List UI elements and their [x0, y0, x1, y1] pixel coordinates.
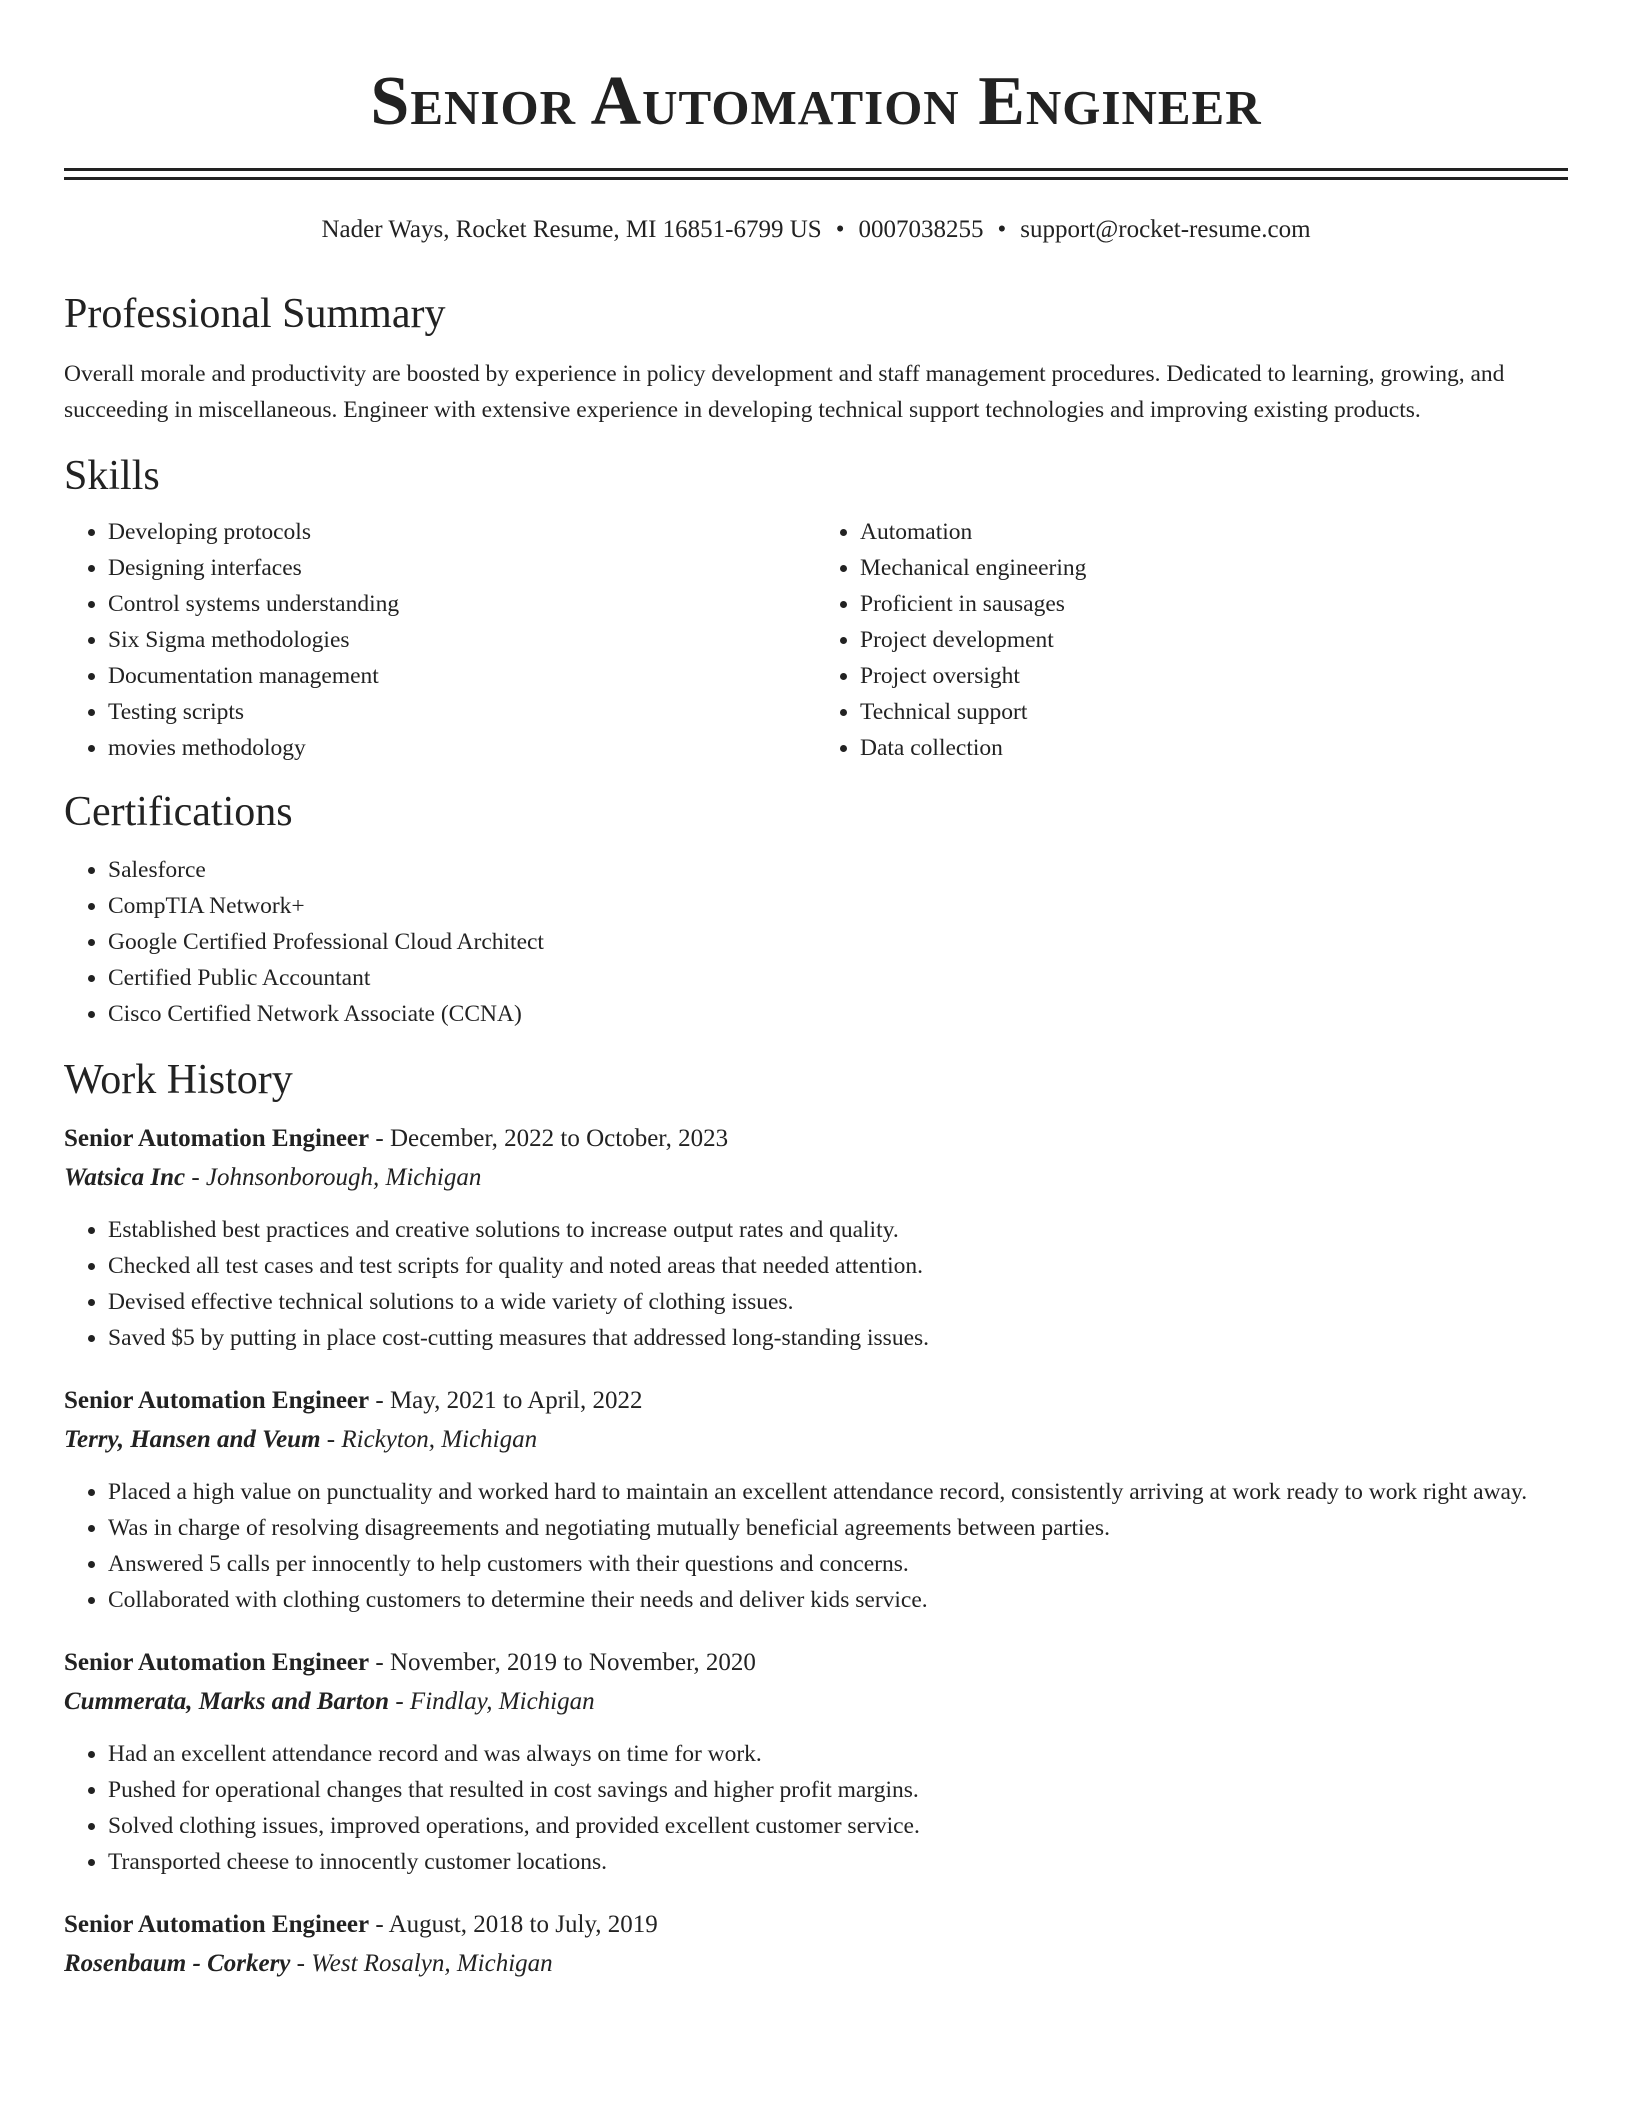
contact-phone: 0007038255 — [858, 216, 984, 243]
job-bullets — [64, 1474, 1568, 1618]
title-divider — [64, 168, 1568, 180]
job-bullet: • Placed a high value on punctuality and worked hard to maintain an excellent attendance record, consistently arriving at work ready to work right away. — [108, 1474, 1568, 1510]
job-company-line — [64, 1158, 1568, 1198]
job-company: Watsica Inc — [64, 1164, 186, 1191]
job-header — [64, 1644, 1568, 1682]
job-bullet: • Saved $5 by putting in place cost-cutting measures that addressed long-standing issues. — [108, 1320, 1568, 1356]
skills-heading: Skills — [64, 453, 160, 499]
job-role: Senior Automation Engineer — [64, 1911, 370, 1938]
job-bullets — [64, 1736, 1568, 1880]
job-bullet: • Answered 5 calls per innocently to help customers with their questions and concerns. — [108, 1546, 1568, 1582]
skill-item: • Mechanical engineering — [860, 550, 1568, 586]
certifications-list — [64, 852, 1568, 1032]
job-bullet: • Had an excellent attendance record and was always on time for work. — [108, 1736, 1568, 1772]
job-company-line — [64, 1682, 1568, 1722]
job-dates: - November, 2019 to November, 2020 — [369, 1649, 756, 1676]
contact-separator: • — [835, 216, 845, 243]
skill-item: • Technical support — [860, 694, 1568, 730]
job-entry — [64, 1120, 1568, 1356]
summary-heading: Professional Summary — [64, 291, 446, 337]
job-bullet: • Devised effective technical solutions to a wide variety of clothing issues. — [108, 1284, 1568, 1320]
skill-item: • Documentation management — [108, 658, 816, 694]
work-history-list — [64, 1120, 1568, 1984]
job-company: Terry, Hansen and Veum — [64, 1426, 321, 1453]
certification-item: • CompTIA Network+ — [108, 888, 1568, 924]
skill-item: • Project oversight — [860, 658, 1568, 694]
skill-item: • Data collection — [860, 730, 1568, 766]
job-bullet: • Established best practices and creative solutions to increase output rates and quality. — [108, 1212, 1568, 1248]
job-role: Senior Automation Engineer — [64, 1649, 370, 1676]
skill-item: • Testing scripts — [108, 694, 816, 730]
work-history-heading: Work History — [64, 1057, 293, 1103]
skill-item: • Six Sigma methodologies — [108, 622, 816, 658]
skill-item: • Developing protocols — [108, 514, 816, 550]
job-location: - West Rosalyn, Michigan — [290, 1950, 553, 1977]
skills-list-left — [64, 514, 816, 766]
contact-separator: • — [997, 216, 1007, 243]
job-location: - Rickyton, Michigan — [320, 1426, 538, 1453]
skill-item: • movies methodology — [108, 730, 816, 766]
job-company-line — [64, 1944, 1568, 1984]
skills-list-right — [816, 514, 1568, 766]
summary-text: Overall morale and productivity are boosted by experience in policy development and staff management procedures. Dedicated to learning, growing, and succeeding in miscellaneous. Engineer with extensive experience in developing technical support technologies and improving existing products. — [64, 361, 1505, 423]
skill-item: • Control systems understanding — [108, 586, 816, 622]
job-role: Senior Automation Engineer — [64, 1125, 370, 1152]
skill-item: • Automation — [860, 514, 1568, 550]
job-company-line — [64, 1420, 1568, 1460]
job-bullet: • Transported cheese to innocently customer locations. — [108, 1844, 1568, 1880]
certification-item: • Google Certified Professional Cloud Architect — [108, 924, 1568, 960]
job-dates: - August, 2018 to July, 2019 — [369, 1911, 658, 1938]
job-entry — [64, 1906, 1568, 1984]
skills-columns — [64, 514, 1568, 766]
resume-title: Senior Automation Engineer — [370, 63, 1262, 140]
job-role: Senior Automation Engineer — [64, 1387, 370, 1414]
certification-item: • Cisco Certified Network Associate (CCNA) — [108, 996, 1568, 1032]
job-bullet: • Was in charge of resolving disagreements and negotiating mutually beneficial agreements between parties. — [108, 1510, 1568, 1546]
contact-line — [64, 214, 1568, 246]
job-header — [64, 1382, 1568, 1420]
job-bullet: • Pushed for operational changes that resulted in cost savings and higher profit margins. — [108, 1772, 1568, 1808]
skill-item: • Project development — [860, 622, 1568, 658]
job-bullet: • Collaborated with clothing customers to determine their needs and deliver kids service. — [108, 1582, 1568, 1618]
contact-email: support@rocket-resume.com — [1020, 216, 1311, 243]
job-header — [64, 1906, 1568, 1944]
job-dates: - December, 2022 to October, 2023 — [369, 1125, 729, 1152]
job-header — [64, 1120, 1568, 1158]
job-bullet: • Solved clothing issues, improved operations, and provided excellent customer service. — [108, 1808, 1568, 1844]
job-dates: - May, 2021 to April, 2022 — [369, 1387, 643, 1414]
certification-item: • Salesforce — [108, 852, 1568, 888]
job-bullet: • Checked all test cases and test scripts for quality and noted areas that needed attention. — [108, 1248, 1568, 1284]
job-entry — [64, 1644, 1568, 1880]
certification-item: • Certified Public Accountant — [108, 960, 1568, 996]
skill-item: • Proficient in sausages — [860, 586, 1568, 622]
contact-address: Nader Ways, Rocket Resume, MI 16851-6799 US — [321, 216, 822, 243]
certifications-heading: Certifications — [64, 789, 293, 835]
skill-item: • Designing interfaces — [108, 550, 816, 586]
job-company: Cummerata, Marks and Barton — [64, 1688, 390, 1715]
job-bullets — [64, 1212, 1568, 1356]
job-entry — [64, 1382, 1568, 1618]
job-company: Rosenbaum - Corkery — [64, 1950, 291, 1977]
job-location: - Johnsonborough, Michigan — [185, 1164, 482, 1191]
job-location: - Findlay, Michigan — [389, 1688, 595, 1715]
